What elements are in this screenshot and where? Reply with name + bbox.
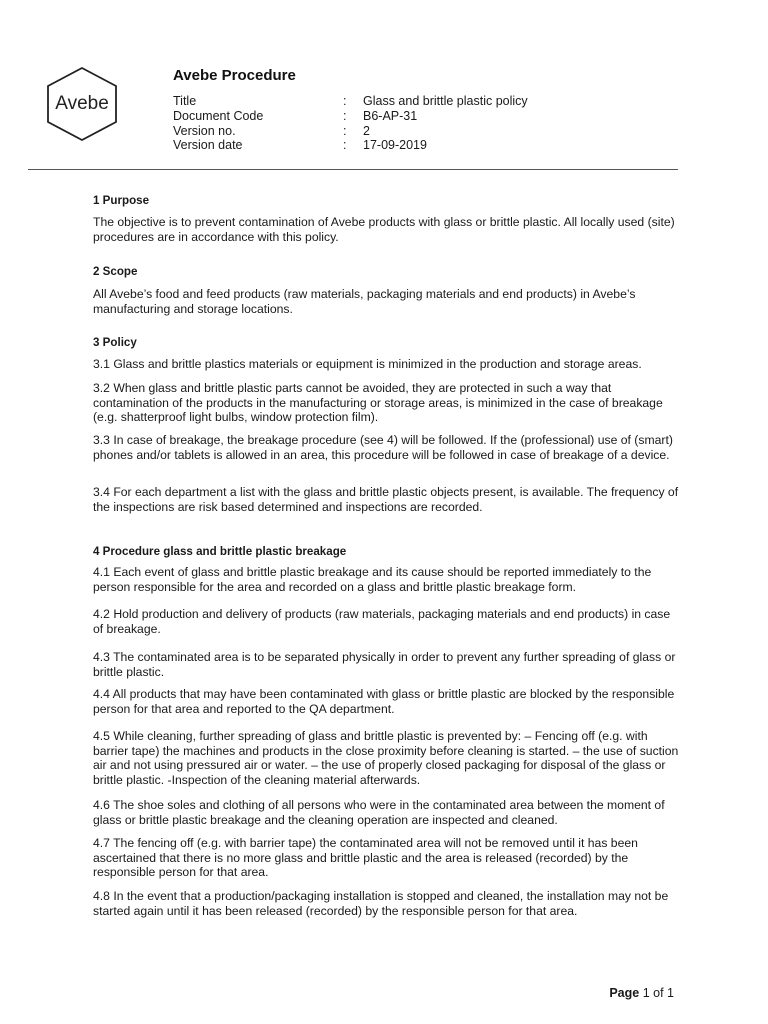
meta-value: 17-09-2019 (363, 138, 427, 153)
document-title: Avebe Procedure (173, 67, 296, 84)
meta-row-title (173, 94, 528, 109)
meta-colon: : (343, 123, 347, 138)
section-heading-policy: 3 Policy (93, 336, 137, 349)
meta-label: Version date (173, 138, 243, 153)
paragraph-policy-3-4: 3.4 For each department a list with the glass and brittle plastic objects present, is available. The frequency of the inspections are risk based determined and inspections are recorded. (93, 485, 679, 514)
paragraph-procedure-4-5: 4.5 While cleaning, further spreading of glass and brittle plastic is prevented by: – Fencing off (e.g. with barrier tape) the machines and products in the close proximity before cleaning is started. – the use of suction air and not using pressured air or water. – the use of properly closed packaging for disposal of the glass or brittle plastic. -Inspection of the cleaning material afterwards. (93, 729, 679, 787)
page-label: Page (609, 986, 640, 1000)
page-number (609, 986, 674, 1000)
meta-value: 2 (363, 123, 370, 138)
avebe-logo (45, 66, 119, 142)
paragraph-purpose: The objective is to prevent contamination of Avebe products with glass or brittle plastic. All locally used (site) procedures are in accordance with this policy. (93, 215, 675, 244)
page-of: 1 of 1 (642, 986, 674, 1000)
meta-value: Glass and brittle plastic policy (363, 94, 528, 108)
paragraph-policy-3-3: 3.3 In case of breakage, the breakage procedure (see 4) will be followed. If the (professional) use of (smart) phones and/or tablets is allowed in an area, this procedure will be followed in case of breakage of a device. (93, 433, 673, 462)
paragraph-procedure-4-8: 4.8 In the event that a production/packaging installation is stopped and cleaned, the installation may not be started again until it has been released (recorded) by the responsible person for that area. (93, 889, 669, 918)
paragraph-procedure-4-2: 4.2 Hold production and delivery of products (raw materials, packaging materials and end products) in case of breakage. (93, 607, 671, 636)
meta-value: B6-AP-31 (363, 108, 418, 123)
paragraph-procedure-4-1: 4.1 Each event of glass and brittle plastic breakage and its cause should be reported immediately to the person responsible for the area and recorded on a glass and brittle plastic breakage form. (93, 565, 652, 594)
paragraph-procedure-4-3: 4.3 The contaminated area is to be separated physically in order to prevent any further spreading of glass or brittle plastic. (93, 650, 676, 679)
section-heading-scope: 2 Scope (93, 265, 138, 278)
meta-row-version-no (173, 124, 528, 139)
meta-label: Document Code (173, 108, 264, 123)
paragraph-procedure-4-4: 4.4 All products that may have been contaminated with glass or brittle plastic are blocked by the responsible person for that area and reported to the QA department. (93, 687, 675, 716)
paragraph-scope: All Avebe’s food and feed products (raw materials, packaging materials and end products) in Avebe’s manufacturing and storage locations. (93, 287, 636, 316)
meta-colon: : (343, 108, 347, 123)
header-divider (28, 169, 678, 170)
meta-row-document-code (173, 109, 528, 124)
meta-colon: : (343, 138, 347, 153)
meta-colon: : (343, 94, 347, 108)
document-metadata (173, 94, 528, 153)
section-heading-procedure: 4 Procedure glass and brittle plastic breakage (93, 545, 347, 558)
paragraph-procedure-4-6: 4.6 The shoe soles and clothing of all persons who were in the contaminated area between the moment of glass or brittle plastic breakage and the cleaning operation are inspected and cleaned. (93, 798, 665, 827)
paragraph-procedure-4-7: 4.7 The fencing off (e.g. with barrier tape) the contaminated area will not be removed until it has been ascertained that there is no more glass and brittle plastic and the area is released (recorded) by the responsible person for that area. (93, 836, 638, 880)
meta-label: Version no. (173, 123, 236, 138)
meta-label: Title (173, 94, 197, 108)
paragraph-policy-3-2: 3.2 When glass and brittle plastic parts cannot be avoided, they are protected in such a way that contamination of the products in the manufacturing or storage areas, is minimized in the case of breakage (e.g. shatterproof light bulbs, window protection film). (93, 381, 663, 425)
meta-row-version-date (173, 138, 528, 153)
section-heading-purpose: 1 Purpose (93, 194, 150, 207)
logo-text: Avebe (55, 93, 109, 114)
paragraph-policy-3-1: 3.1 Glass and brittle plastics materials or equipment is minimized in the production and storage areas. (93, 357, 642, 371)
